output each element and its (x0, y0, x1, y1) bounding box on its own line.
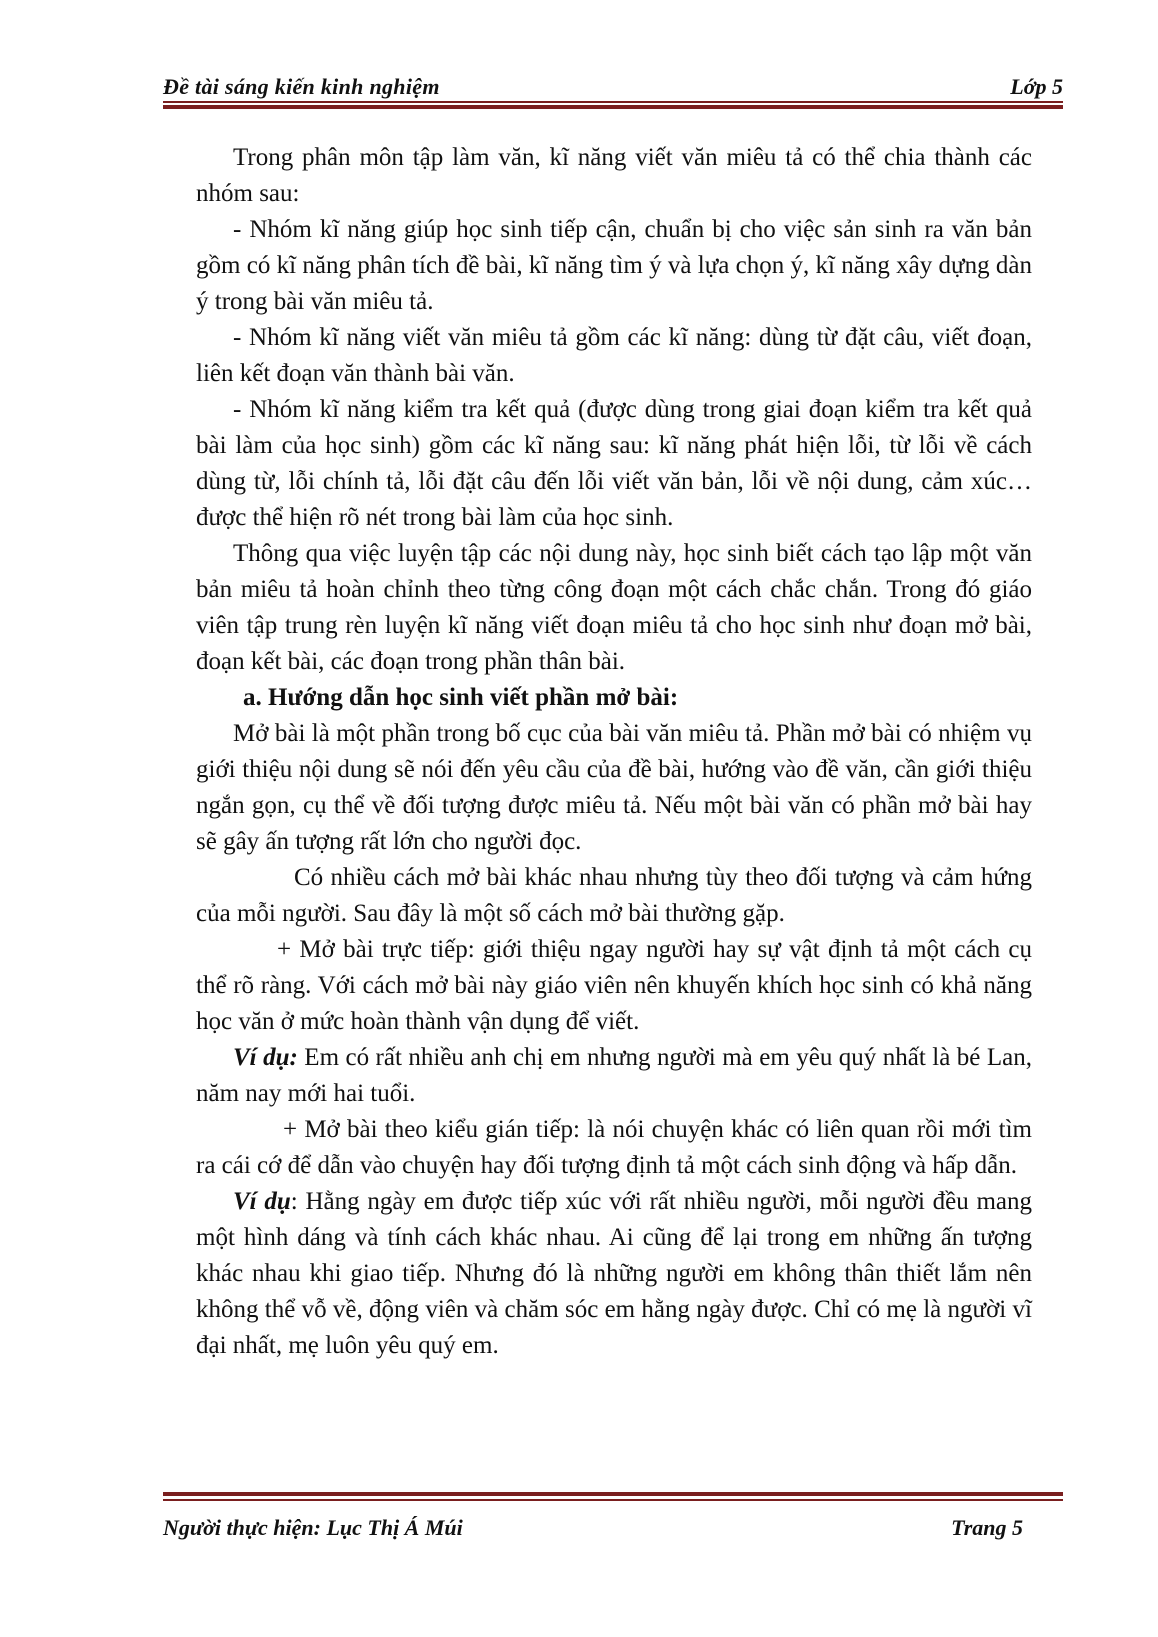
example-1-label: Ví dụ: (233, 1044, 298, 1071)
footer-rule-thick (163, 1492, 1063, 1496)
paragraph-indirect-opening: + Mở bài theo kiểu gián tiếp: là nói chuyện khác có liên quan rồi mới tìm ra cái cớ để dẫn vào chuyện hay đối tượng định tả một cách sinh động và hấp dẫn. (196, 1116, 1032, 1179)
header-rule-thick (163, 105, 1063, 109)
section-heading: a. Hướng dẫn học sinh viết phần mở bài: (243, 684, 679, 711)
example-2 (196, 1184, 1032, 1364)
paragraph-group-2: - Nhóm kĩ năng viết văn miêu tả gồm các kĩ năng: dùng từ đặt câu, viết đoạn, liên kết đoạn văn thành bài văn. (196, 324, 1032, 387)
footer-rule-thin (163, 1499, 1063, 1501)
page-footer (163, 1515, 1023, 1545)
header-grade: Lớp 5 (1010, 74, 1063, 99)
paragraph-direct-opening: + Mở bài trực tiếp: giới thiệu ngay người hay sự vật định tả một cách cụ thể rõ ràng. Với cách mở bài này giáo viên nên khuyến khích học sinh có khả năng học văn ở mức hoàn thành vận dụng để viết. (196, 936, 1032, 1035)
paragraph-group-1: - Nhóm kĩ năng giúp học sinh tiếp cận, chuẩn bị cho việc sản sinh ra văn bản gồm có kĩ năng phân tích đề bài, kĩ năng tìm ý và lựa chọn ý, kĩ năng xây dựng dàn ý trong bài văn miêu tả. (196, 216, 1032, 315)
page-header (163, 70, 1063, 100)
paragraph-summary: Thông qua việc luyện tập các nội dung này, học sinh biết cách tạo lập một văn bản miêu tả hoàn chỉnh theo từng công đoạn một cách chắc chắn. Trong đó giáo viên tập trung rèn luyện kĩ năng viết đoạn miêu tả cho học sinh như đoạn mở bài, đoạn kết bài, các đoạn trong phần thân bài. (196, 540, 1032, 675)
example-1 (196, 1040, 1032, 1112)
footer-author: Người thực hiện: Lục Thị Á Múi (163, 1515, 463, 1540)
footer-page-number: Trang 5 (951, 1515, 1023, 1540)
page-content (196, 140, 1032, 1364)
header-rule-thin (163, 101, 1063, 103)
header-title: Đề tài sáng kiến kinh nghiệm (163, 74, 440, 99)
example-2-text: : Hằng ngày em được tiếp xúc với rất nhiều người, mỗi người đều mang một hình dáng và tính cách khác nhau. Ai cũng để lại trong em những ấn tượng khác nhau khi giao tiếp. Nhưng đó là những người em không thân thiết lắm nên không thể vỗ về, động viên và chăm sóc em hằng ngày được. Chỉ có mẹ là người vĩ đại nhất, mẹ luôn yêu quý em. (196, 1188, 1032, 1359)
paragraph-opening-role: Mở bài là một phần trong bố cục của bài văn miêu tả. Phần mở bài có nhiệm vụ giới thiệu nội dung sẽ nói đến yêu cầu của đề bài, hướng vào đề văn, cần giới thiệu ngắn gọn, cụ thể về đối tượng được miêu tả. Nếu một bài văn có phần mở bài hay sẽ gây ấn tượng rất lớn cho người đọc. (196, 720, 1032, 855)
example-2-label: Ví dụ (233, 1188, 291, 1215)
paragraph-intro: Trong phân môn tập làm văn, kĩ năng viết văn miêu tả có thể chia thành các nhóm sau: (196, 144, 1032, 207)
paragraph-group-3: - Nhóm kĩ năng kiểm tra kết quả (được dùng trong giai đoạn kiểm tra kết quả bài làm của học sinh) gồm các kĩ năng sau: kĩ năng phát hiện lỗi, từ lỗi về cách dùng từ, lỗi chính tả, lỗi đặt câu đến lỗi viết văn bản, lỗi về nội dung, cảm xúc… được thể hiện rõ nét trong bài làm của học sinh. (196, 396, 1032, 531)
example-1-text: Em có rất nhiều anh chị em nhưng người mà em yêu quý nhất là bé Lan, năm nay mới hai tuổi. (196, 1044, 1032, 1107)
paragraph-opening-ways: Có nhiều cách mở bài khác nhau nhưng tùy theo đối tượng và cảm hứng của mỗi người. Sau đây là một số cách mở bài thường gặp. (196, 864, 1032, 927)
